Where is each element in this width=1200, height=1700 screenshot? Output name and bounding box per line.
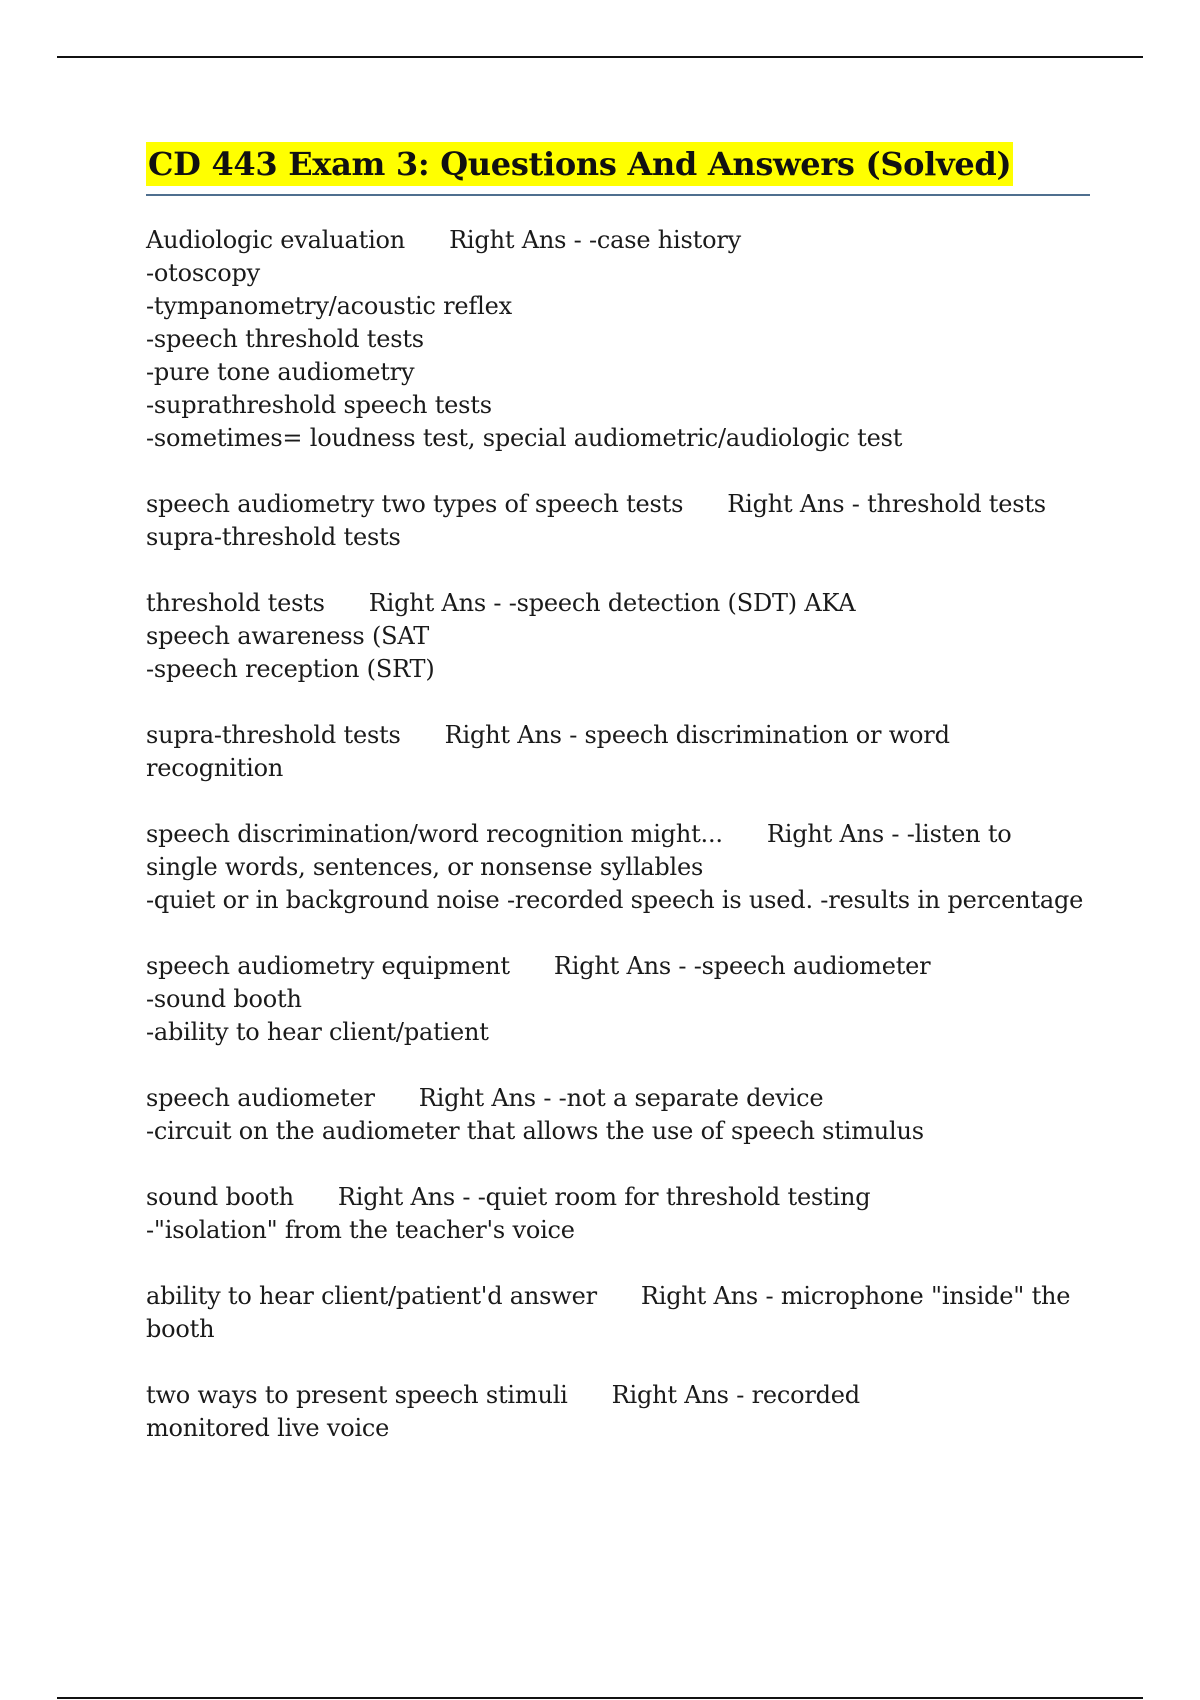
question-text: speech audiometry two types of speech tests: [146, 490, 684, 518]
page-top-rule: [57, 56, 1143, 58]
answer-text: Right Ans - threshold tests: [727, 490, 1046, 518]
qa-first-line: [146, 818, 1090, 851]
qa-item: [146, 1379, 1090, 1445]
answer-line: -pure tone audiometry: [146, 358, 415, 386]
answer-line: -suprathreshold speech tests: [146, 391, 492, 419]
question-text: speech audiometer: [146, 1084, 375, 1112]
qa-list: [146, 224, 1090, 1445]
answer-line: -circuit on the audiometer that allows the use of speech stimulus: [146, 1117, 924, 1145]
qa-item: [146, 818, 1090, 917]
title-block: [146, 142, 1090, 196]
answer-line: -otoscopy: [146, 259, 260, 287]
answer-line: -ability to hear client/patient: [146, 1018, 489, 1046]
answer-text: Right Ans - speech discrimination or word: [444, 721, 950, 749]
answer-text: Right Ans - -listen to: [766, 820, 1012, 848]
qa-item: [146, 1082, 1090, 1148]
answer-line: -sound booth: [146, 985, 302, 1013]
answer-line: recognition: [146, 754, 284, 782]
question-text: two ways to present speech stimuli: [146, 1381, 568, 1409]
qa-first-line: [146, 587, 1090, 620]
qa-item: [146, 719, 1090, 785]
answer-line: supra-threshold tests: [146, 523, 401, 551]
answer-line: -tympanometry/acoustic reflex: [146, 292, 512, 320]
answer-line: single words, sentences, or nonsense syllables: [146, 853, 704, 881]
answer-text: Right Ans - microphone "inside" the: [640, 1282, 1071, 1310]
answer-line: -speech reception (SRT): [146, 655, 435, 683]
document-title: CD 443 Exam 3: Questions And Answers (Solved): [146, 142, 1013, 186]
qa-item: [146, 1280, 1090, 1346]
answer-text: Right Ans - -speech audiometer: [553, 952, 931, 980]
answer-line: speech awareness (SAT: [146, 622, 430, 650]
answer-line: monitored live voice: [146, 1414, 390, 1442]
qa-first-line: [146, 1379, 1090, 1412]
answer-text: Right Ans - -not a separate device: [418, 1084, 824, 1112]
answer-line: -speech threshold tests: [146, 325, 424, 353]
qa-item: [146, 587, 1090, 686]
answer-line: booth: [146, 1315, 215, 1343]
document-body: [146, 142, 1090, 1478]
question-text: supra-threshold tests: [146, 721, 401, 749]
question-text: threshold tests: [146, 589, 325, 617]
question-text: ability to hear client/patient'd answer: [146, 1282, 597, 1310]
qa-item: [146, 224, 1090, 455]
question-text: speech audiometry equipment: [146, 952, 510, 980]
qa-first-line: [146, 224, 1090, 257]
qa-first-line: [146, 1280, 1090, 1313]
qa-item: [146, 1181, 1090, 1247]
qa-item: [146, 950, 1090, 1049]
qa-item: [146, 488, 1090, 554]
qa-first-line: [146, 488, 1090, 521]
qa-first-line: [146, 719, 1090, 752]
answer-line: -"isolation" from the teacher's voice: [146, 1216, 575, 1244]
question-text: speech discrimination/word recognition might...: [146, 820, 723, 848]
answer-line: -sometimes= loudness test, special audiometric/audiologic test: [146, 424, 903, 452]
answer-text: Right Ans - -case history: [449, 226, 741, 254]
answer-text: Right Ans - recorded: [611, 1381, 860, 1409]
question-text: sound booth: [146, 1183, 294, 1211]
answer-text: Right Ans - -speech detection (SDT) AKA: [368, 589, 856, 617]
answer-line: -quiet or in background noise -recorded speech is used. -results in percentage: [146, 886, 1084, 914]
qa-first-line: [146, 1082, 1090, 1115]
answer-text: Right Ans - -quiet room for threshold testing: [337, 1183, 871, 1211]
qa-first-line: [146, 950, 1090, 983]
qa-first-line: [146, 1181, 1090, 1214]
page-bottom-rule: [57, 1697, 1143, 1699]
question-text: Audiologic evaluation: [146, 226, 406, 254]
